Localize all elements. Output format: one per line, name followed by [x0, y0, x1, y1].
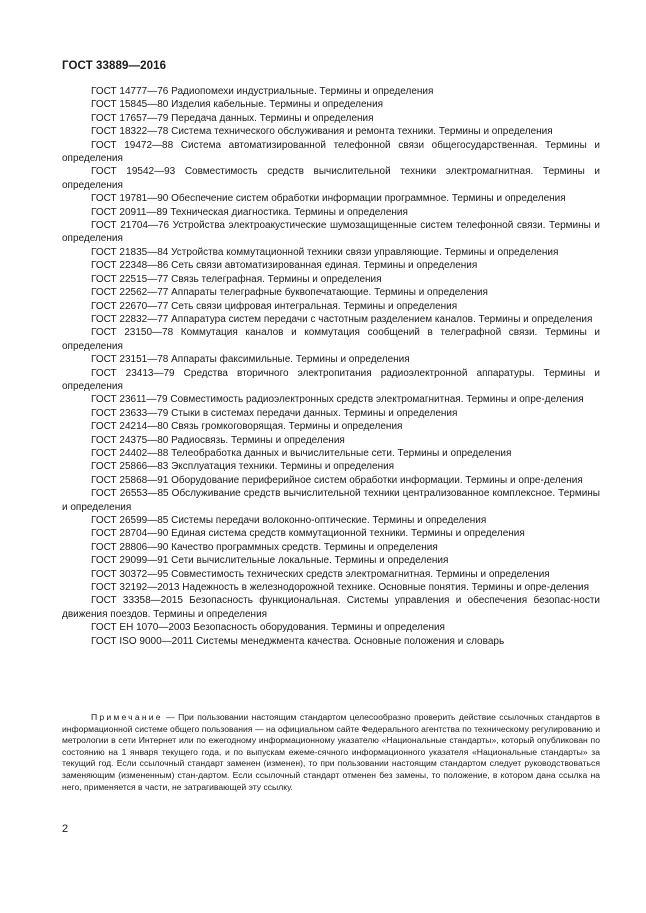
- reference-item: ГОСТ 22348—86 Сеть связи автоматизированная единая. Термины и определения: [91, 260, 478, 272]
- reference-item: ГОСТ EH 1070—2003 Безопасность оборудования. Термины и определения: [91, 622, 445, 634]
- reference-item: ГОСТ 26553—85 Обслуживание средств вычислительной техники централизованное комплексное. Термины и определения: [62, 488, 600, 513]
- reference-item: ГОСТ 22670—77 Сеть связи цифровая интегральная. Термины и определения: [91, 300, 458, 312]
- reference-item: ГОСТ 23633—79 Стыки в системах передачи данных. Термины и определения: [91, 407, 458, 419]
- reference-item: ГОСТ 20911—89 Техническая диагностика. Термины и определения: [91, 206, 408, 218]
- reference-list: [62, 85, 600, 648]
- reference-item: ГОСТ 19781—90 Обеспечение систем обработки информации программное. Термины и определения: [91, 193, 566, 205]
- reference-item: ГОСТ 28806—90 Качество программных средств. Термины и определения: [91, 541, 438, 553]
- reference-item: ГОСТ 19472—88 Система автоматизированной телефонной связи общегосударственная. Термины и определения: [62, 139, 600, 165]
- reference-item: ГОСТ 29099—91 Сети вычислительные локальные. Термины и определения: [91, 555, 449, 567]
- reference-item: ГОСТ 25866—83 Эксплуатация техники. Термины и определения: [91, 461, 395, 473]
- document-header: ГОСТ 33889—2016: [62, 60, 167, 72]
- reference-item: ГОСТ 23150—78 Коммутация каналов и коммутация сообщений в телеграфной связи. Термины и определения: [62, 327, 600, 352]
- note-text: — При пользовании настоящим стандартом целесообразно проверить действие ссылочных стандартов в информационной системе общего пользования — на официальном сайте Федерального агентства по техническому регулированию и метрологии в сети Интернет или по ежегодному информационному указателю «Национальные стандарты», который опубликован по состоянию на 1 января текущего года, и по выпускам ежеме-сячного информационного указателя «Национальные стандарты» за текущий год. Если ссылочный стандарт заменен (изменен), то при пользовании настоящим стандартом следует руководствоваться заменяющим (измененным) стан-дартом. Если ссылочный стандарт отменен без замены, то положение, в котором дана ссылка на него, применяется в части, не затрагивающей эту ссылку.: [62, 712, 600, 792]
- reference-item: ГОСТ 24402—88 Телеобработка данных и вычислительные сети. Термины и определения: [91, 447, 512, 459]
- reference-item: ГОСТ 18322—78 Система технического обслуживания и ремонта техники. Термины и определения: [91, 126, 553, 138]
- reference-item: ГОСТ 23611—79 Совместимость радиоэлектронных средств электромагнитная. Термины и опре-деления: [91, 394, 584, 406]
- reference-item: ГОСТ 30372—95 Совместимость технических средств электромагнитная. Термины и определения: [91, 568, 550, 580]
- reference-item: ГОСТ 24375—80 Радиосвязь. Термины и определения: [91, 434, 345, 446]
- reference-item: ГОСТ 21704—76 Устройства электроакустические шумозащищенные систем телефонной связи. Термины и определения: [62, 220, 600, 245]
- reference-item: ГОСТ 24214—80 Связь громкоговорящая. Термины и определения: [91, 421, 403, 433]
- reference-item: ГОСТ 22832—77 Аппаратура систем передачи с частотным разделением каналов. Термины и определения: [91, 313, 593, 325]
- reference-item: ГОСТ ISO 9000—2011 Системы менеджмента качества. Основные положения и словарь: [91, 635, 505, 647]
- reference-item: ГОСТ 32192—2013 Надежность в железнодорожной технике. Основные понятия. Термины и опре-деления: [91, 582, 590, 594]
- reference-item: ГОСТ 17657—79 Передача данных. Термины и определения: [91, 112, 374, 124]
- reference-item: ГОСТ 22562—77 Аппараты телеграфные буквопечатающие. Термины и определения: [91, 287, 488, 299]
- reference-item: ГОСТ 33358—2015 Безопасность функциональная. Системы управления и обеспечения безопас-ности движения поездов. Термины и определения: [62, 595, 600, 620]
- reference-item: ГОСТ 22515—77 Связь телеграфная. Термины и определения: [91, 273, 382, 285]
- reference-item: ГОСТ 14777—76 Радиопомехи индустриальные. Термины и определения: [91, 86, 434, 97]
- note-label: Примечание: [91, 712, 163, 722]
- reference-item: ГОСТ 23413—79 Средства вторичного электропитания радиоэлектронной аппаратуры. Термины и определения: [62, 367, 600, 392]
- reference-item: ГОСТ 15845—80 Изделия кабельные. Термины и определения: [91, 99, 384, 111]
- reference-item: ГОСТ 23151—78 Аппараты факсимильные. Термины и определения: [91, 354, 410, 366]
- note-paragraph: [62, 712, 600, 793]
- reference-item: ГОСТ 25868—91 Оборудование периферийное систем обработки информации. Термины и опре-деления: [91, 474, 583, 486]
- reference-item: ГОСТ 28704—90 Единая система средств коммутационной техники. Термины и определения: [91, 528, 525, 540]
- reference-item: ГОСТ 21835—84 Устройства коммутационной техники связи управляющие. Термины и определения: [91, 246, 559, 258]
- page-number: 2: [62, 823, 69, 835]
- reference-item: ГОСТ 19542—93 Совместимость средств вычислительной техники электромагнитная. Термины и определения: [62, 166, 600, 191]
- reference-item: ГОСТ 26599—85 Системы передачи волоконно-оптические. Термины и определения: [91, 515, 487, 526]
